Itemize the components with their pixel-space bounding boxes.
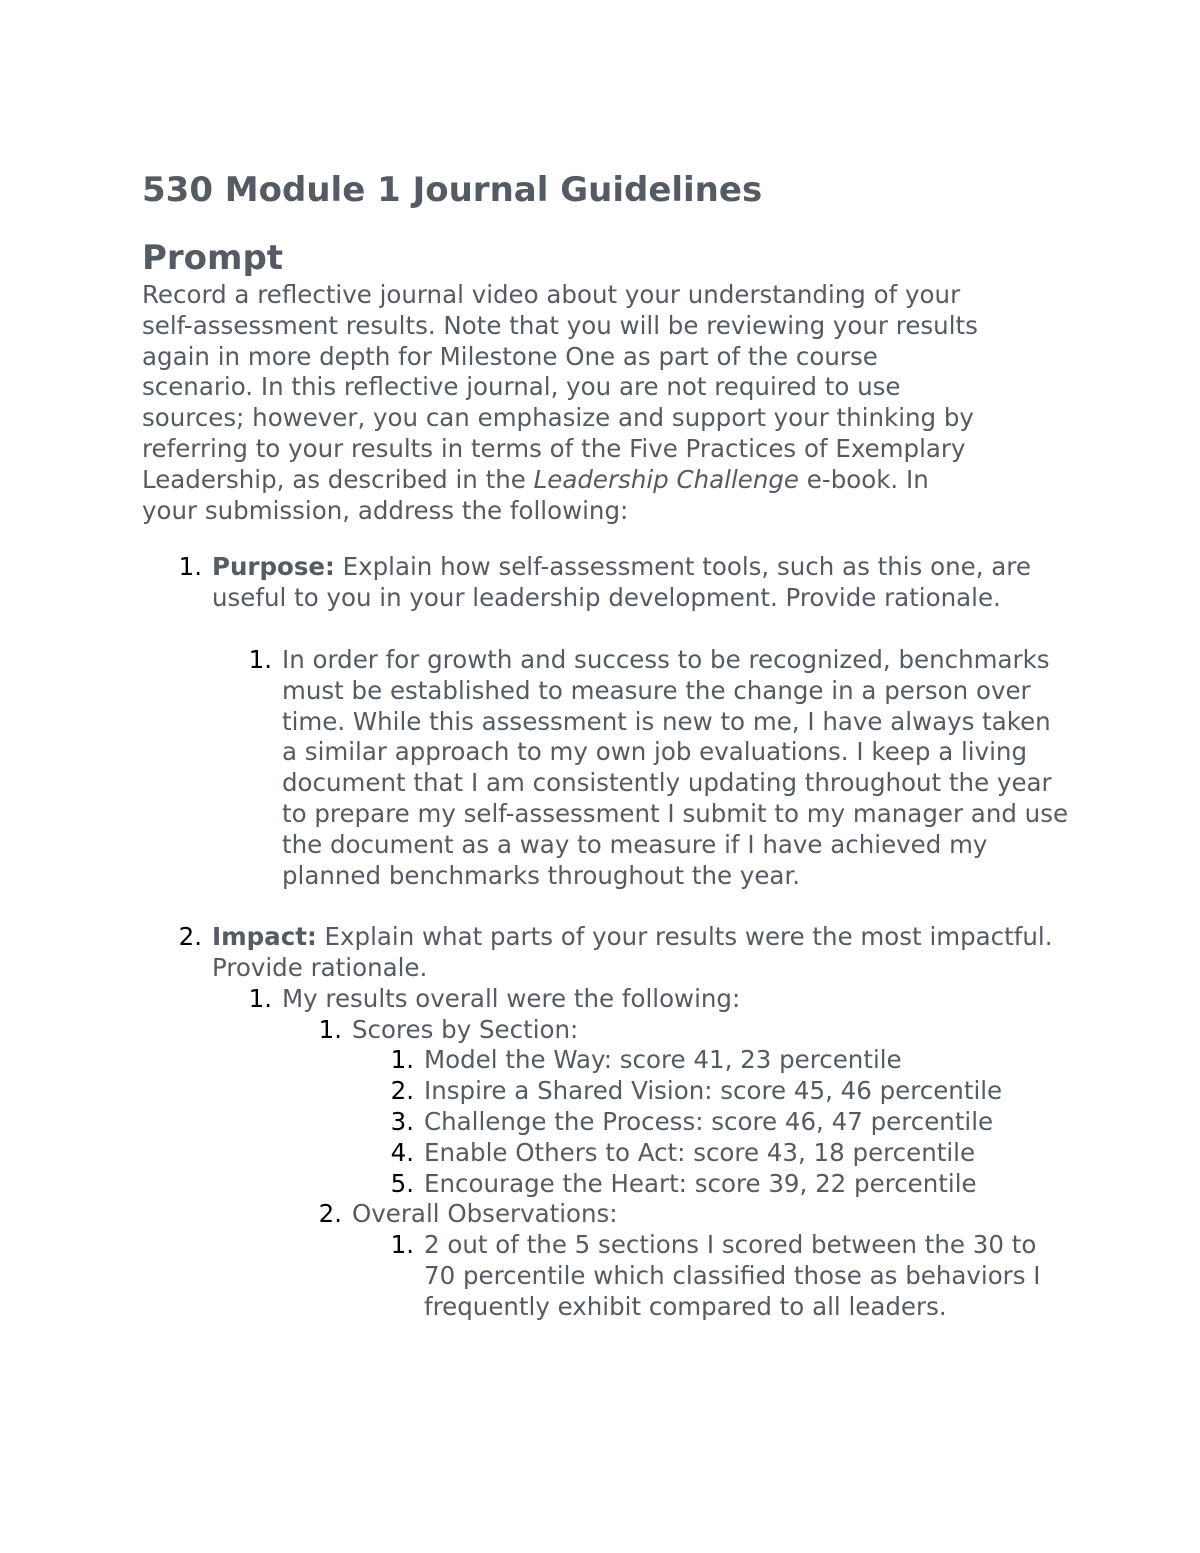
list-text: Scores by Section:: [352, 1015, 579, 1044]
list-item-scores-by-section: [310, 1015, 1070, 1046]
prompt-line: self-assessment results. Note that you will be reviewing your results: [142, 310, 978, 340]
list-text: [212, 552, 1070, 614]
prompt-line: Record a reflective journal video about your understanding of your: [142, 280, 961, 309]
observation-entry: [382, 1230, 1072, 1322]
prompt-heading: Prompt: [142, 238, 284, 278]
list-text: Inspire a Shared Vision: score 45, 46 percentile: [424, 1076, 1003, 1105]
list-text: Encourage the Heart: score 39, 22 percentile: [424, 1169, 977, 1198]
score-entry: [382, 1107, 1072, 1138]
list-number: 2.: [390, 1076, 414, 1105]
score-entry: [382, 1169, 1072, 1200]
book-title: Leadership Challenge: [533, 464, 799, 494]
list-text: 2 out of the 5 sections I scored between the 30 to 70 percentile which classified those as behaviors I frequently exhibit compared to all leaders.: [424, 1230, 1041, 1321]
list-text: Overall Observations:: [352, 1199, 618, 1228]
list-text: My results overall were the following:: [282, 984, 741, 1013]
score-entry: [382, 1045, 1072, 1076]
list-number: 2.: [318, 1199, 342, 1228]
list-item-results: [240, 984, 1070, 1015]
list-number: 3.: [390, 1107, 414, 1136]
list-number: 1.: [390, 1045, 414, 1074]
list-text: In order for growth and success to be recognized, benchmarks must be established to measure the change in a person over time. While this assessment is new to me, I have always taken a similar approach to my own job evaluations. I keep a living document that I am consistently updating throughout the year to prepare my self-assessment I submit to my manager and use the document as a way to measure if I have achieved my planned benchmarks throughout the year.: [282, 645, 1069, 890]
item-text: Explain what parts of your results were the most impactful. Provide rationale.: [212, 922, 1053, 982]
list-item-impact: [170, 922, 1070, 984]
list-number: 2.: [178, 922, 202, 951]
prompt-line: referring to your results in terms of the Five Practices of Exemplary: [142, 433, 966, 463]
prompt-line: again in more depth for Milestone One as part of the course: [142, 341, 878, 371]
list-item-purpose: [170, 552, 1070, 614]
item-label: Purpose:: [212, 552, 335, 581]
list-text: Enable Others to Act: score 43, 18 percentile: [424, 1138, 976, 1167]
list-number: 1.: [248, 984, 272, 1013]
list-number: 1.: [390, 1230, 414, 1259]
prompt-line: scenario. In this reflective journal, you are not required to use: [142, 372, 901, 402]
list-number: 5.: [390, 1169, 414, 1198]
list-number: 1.: [318, 1015, 342, 1044]
list-number: 4.: [390, 1138, 414, 1167]
prompt-text: e-book. In: [799, 464, 929, 494]
document-title: 530 Module 1 Journal Guidelines: [142, 170, 763, 210]
item-label: Impact:: [212, 922, 317, 951]
list-text: [212, 922, 1070, 984]
prompt-line: your submission, address the following:: [142, 495, 629, 525]
list-item-purpose-response: [240, 645, 1070, 891]
list-number: 1.: [178, 552, 202, 581]
list-text: Model the Way: score 41, 23 percentile: [424, 1045, 902, 1074]
prompt-line: [142, 465, 1062, 496]
item-text: Explain how self-assessment tools, such as this one, are useful to you in your leadership development. Provide rationale.: [212, 552, 1031, 612]
prompt-text: Leadership, as described in the: [142, 464, 534, 494]
list-number: 1.: [248, 645, 272, 674]
prompt-line: sources; however, you can emphasize and support your thinking by: [142, 403, 974, 433]
list-text: Challenge the Process: score 46, 47 percentile: [424, 1107, 994, 1136]
prompt-paragraph: [142, 280, 1062, 526]
score-entry: [382, 1138, 1072, 1169]
score-entry: [382, 1076, 1072, 1107]
list-item-overall-observations: [310, 1199, 1070, 1230]
